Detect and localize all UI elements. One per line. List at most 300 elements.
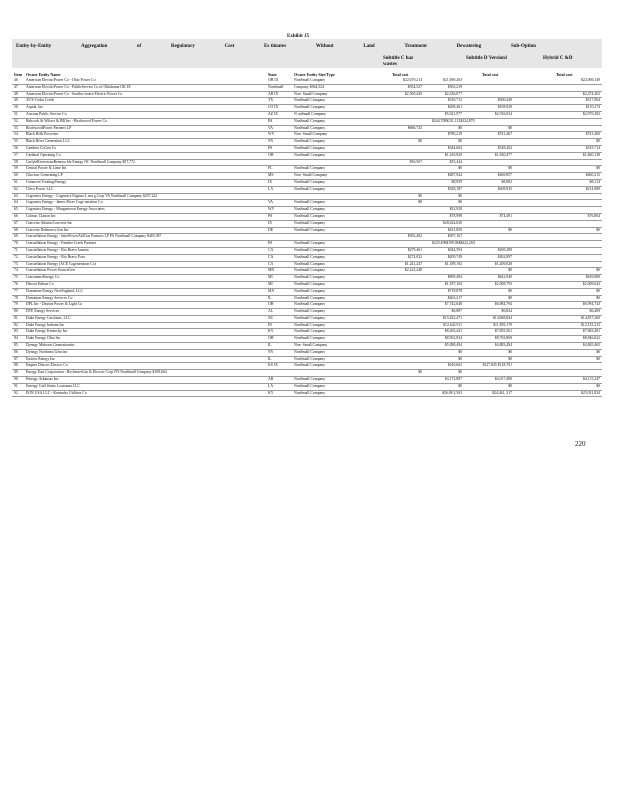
item-number: 57 — [14, 152, 18, 157]
table-row — [12, 139, 602, 146]
item-number: 49 — [14, 98, 18, 103]
owner-type: NonSmall Company — [294, 363, 326, 368]
owner-type: Company $564,524 — [294, 84, 324, 89]
table-row — [12, 323, 602, 330]
cost-value: $8,959 — [451, 179, 462, 184]
state: PA — [268, 118, 273, 123]
owner-type: NonSmall Company — [294, 315, 326, 320]
entity-name: Babcock & Wilcox & BB Inc - Birchwood Power Co — [26, 118, 107, 123]
state: PA — [268, 213, 273, 218]
entity-name: Cardinal Operating Co — [26, 152, 61, 157]
state: KY — [268, 329, 274, 334]
entity-name: Cambria CoGen Co — [26, 145, 57, 150]
item-number: 73 — [14, 261, 18, 266]
cost-value: $344,594 — [447, 247, 462, 252]
state: OH — [268, 302, 274, 307]
owner-type: NonSmall Company — [294, 309, 326, 314]
col-owner-type: Owner Entity Size/Type — [294, 72, 335, 77]
cost-value: $15,622,471 — [443, 315, 462, 320]
state: IL — [268, 356, 272, 361]
col-state: State — [268, 72, 277, 77]
owner-type: NonSmall Company — [294, 227, 326, 232]
cost-value: $0 — [596, 349, 600, 354]
state: KS IX — [268, 363, 278, 368]
page-number: 220 — [575, 440, 586, 448]
cost-value: $21,699,263 — [443, 78, 462, 82]
cost-value: $5,088,494 — [444, 343, 462, 348]
item-number: 58 — [14, 159, 18, 164]
cost-value: $78,998 — [449, 213, 462, 218]
cost-value: $0 — [508, 288, 512, 293]
state: CA — [268, 254, 274, 259]
cost-value: $0 — [596, 268, 600, 273]
item-number: 77 — [14, 288, 18, 293]
table-row — [12, 119, 602, 126]
entity-name: Black River Generation LLC — [26, 139, 71, 144]
owner-type: NonSmall Company — [294, 275, 326, 280]
cost-value: $1,660,138 — [582, 152, 600, 157]
table-row — [12, 126, 602, 133]
item-number: 78 — [14, 295, 18, 300]
cost-value: $6,824 — [501, 309, 512, 314]
state: LA — [268, 383, 274, 388]
cost-value: $24,461, 217 — [492, 390, 512, 395]
table-row — [12, 194, 602, 201]
item-number: 71 — [14, 247, 18, 252]
subtitle-d-header: Subtitle D Version1 — [466, 56, 508, 61]
owner-type: NonSmall Company — [294, 383, 326, 388]
state: TX — [268, 98, 274, 103]
item-number: 91 — [14, 383, 18, 388]
entity-name: Colmac Clarion Inc — [26, 213, 56, 218]
state: IL — [268, 295, 272, 300]
entity-name: Duke Energy Carolinas, LLC — [26, 315, 71, 320]
entity-name: Duke Energy Kentucky Inc — [26, 329, 68, 334]
cost-value: $28,424,020 — [443, 220, 462, 225]
item-number: 72 — [14, 254, 18, 259]
item-number: 56 — [14, 145, 18, 150]
entity-name: Cogentrix Energy - Morgantown Energy Associates — [26, 207, 105, 212]
table-row — [12, 207, 602, 214]
cost-value: $110,274 — [585, 105, 600, 110]
entity-name: Entergy Gulf States Louisiana LLC — [26, 383, 80, 388]
owner-type: NonSmall Company — [294, 139, 326, 144]
owner-type: NonSmall Company — [294, 241, 326, 246]
item-number: 74 — [14, 268, 18, 273]
entity-name: Energy East Corporation - RochesterGas & Electric Corp NY NonSmall Company $108,664 — [26, 370, 167, 375]
cost-value: $6,884,794 — [494, 302, 512, 307]
owner-type: NonSmall Company — [294, 329, 326, 334]
state: PA — [268, 145, 273, 150]
item-number: 53 — [14, 125, 18, 130]
cost-value: $622,940 — [497, 275, 512, 280]
cost-value: $554,527 — [407, 84, 422, 89]
hybrid-header: Hybrid C &D — [543, 56, 573, 61]
table-row — [12, 234, 602, 241]
state: AL — [268, 309, 274, 314]
entity-name: Concetto Delmarva Gen Inc — [26, 227, 69, 232]
item-number: 86 — [14, 349, 18, 354]
title-word: Without — [315, 44, 334, 49]
state: DE — [268, 227, 274, 232]
item-number: 76 — [14, 281, 18, 286]
entity-name: CarlyleRiverstoneRenewa ble Energy NC NonSmall Company $57,772 — [26, 159, 135, 164]
title-word: Cost — [224, 44, 235, 49]
cost-value: $1,650,477 — [494, 152, 512, 157]
owner-type: NonSmall Company — [294, 125, 326, 130]
item-number: 68 — [14, 227, 18, 232]
state: LA — [268, 186, 274, 191]
cost-value: $2,009,643 — [582, 281, 600, 286]
table-row — [12, 214, 602, 221]
cost-value: $780,219 — [447, 132, 462, 137]
table-row — [12, 173, 602, 180]
cost-value: $0 — [596, 139, 600, 144]
table-row — [12, 391, 602, 398]
state: NY — [268, 349, 274, 354]
title-word: Treatment — [404, 44, 427, 49]
cost-value: $460,215 — [585, 173, 600, 178]
entity-name: DPL Inc - Dayton Power & Light Co — [26, 302, 83, 307]
table-row — [12, 343, 602, 350]
cost-value: $8,265,441 — [444, 329, 462, 334]
cost-value: $1,241,247 — [404, 261, 422, 266]
state: WV — [268, 207, 275, 212]
cost-value: $421,850 — [447, 227, 462, 232]
table-row — [12, 377, 602, 384]
cost-value: $6,409 — [589, 309, 600, 314]
entity-name: ConsumersEnergy Co — [26, 275, 60, 280]
cost-value: $0 — [418, 370, 422, 375]
col-total-2: Total cost — [482, 72, 499, 77]
item-number: 65 — [14, 207, 18, 212]
cost-value: $108,929 — [497, 105, 512, 110]
owner-type: NonSmall Company — [294, 98, 326, 103]
state: MI — [268, 281, 273, 286]
entity-name: Dominion Energy Services Co — [26, 295, 73, 300]
cost-value: $25,021,834 — [581, 390, 600, 395]
cost-value: $14,857,260 — [581, 315, 600, 320]
cost-value: $2,500,420 — [404, 91, 422, 96]
cost-value: $517,904 — [585, 98, 600, 103]
cost-value: $392,402 — [407, 234, 422, 239]
cost-value: $0 — [508, 125, 512, 130]
cost-value: $7,963,481 — [582, 329, 600, 334]
cost-value: $12,642,911 — [443, 322, 462, 327]
owner-type: N onSmall Company — [294, 111, 327, 116]
cost-value: $0 — [596, 288, 600, 293]
entity-name: Entergy Arkansas Inc — [26, 377, 59, 382]
cost-value: $0 — [458, 139, 462, 144]
cost-value: $0 — [458, 383, 462, 388]
cost-value: $0 — [458, 193, 462, 198]
item-number: 82 — [14, 322, 18, 327]
cost-value: $0 — [596, 166, 600, 171]
state: IN — [268, 322, 273, 327]
owner-type: NonSmall Company — [294, 105, 326, 110]
table-row — [12, 228, 602, 235]
state: CA — [268, 261, 274, 266]
cost-value: $741,460 — [585, 132, 600, 137]
cost-value: $565,219 — [447, 84, 462, 89]
table-row — [12, 78, 602, 85]
owner-type: Non- Small Company — [294, 173, 328, 178]
state: NY — [268, 139, 274, 144]
cost-value: $510,712 — [447, 98, 462, 103]
owner-type: NonSmall Company — [294, 254, 326, 259]
item-number: 70 — [14, 241, 18, 246]
title-word: of — [137, 44, 142, 49]
cost-value: $0 — [508, 227, 512, 232]
owner-type: NonSmall Company — [294, 288, 326, 293]
item-number: 84 — [14, 336, 18, 341]
item-number: 83 — [14, 329, 18, 334]
entity-name: American ElectricPower Co - PublicService Co of Oklahoma OK IX — [26, 84, 131, 89]
cost-value: $8,882 — [501, 179, 512, 184]
state: MA — [268, 288, 275, 293]
entity-name: Central Power & Lime Inc — [26, 166, 67, 171]
table-row — [12, 132, 602, 139]
item-number: 92 — [14, 390, 18, 395]
entity-name: Duke Energy Indiana Inc — [26, 322, 65, 327]
cost-value: $14,668,844 — [493, 315, 512, 320]
subheader-band — [12, 56, 602, 68]
entity-name: American ElectricPower Co - Ohio Power Co — [26, 78, 96, 82]
cost-value: $4,172,887 — [444, 377, 462, 382]
entity-name: Detroit Edison Co — [26, 281, 54, 286]
entity-name: Constellation Energy - InterPowerAhlCon Partners LP PA NonSmall Company $465,387 — [26, 234, 162, 239]
owner-type: NonSmall Company — [294, 213, 326, 218]
cost-value: $2,008,793 — [494, 281, 512, 286]
cost-value: $333,714 — [585, 145, 600, 150]
cost-value: $0 — [508, 166, 512, 171]
owner-type: NonSmall Company — [294, 336, 326, 341]
cost-value: $500,449 — [497, 98, 512, 103]
subtitle-c-header: Subtitle C haz — [383, 56, 414, 61]
item-number: 61 — [14, 179, 18, 184]
cost-value: $4,865,465 — [582, 343, 600, 348]
owner-type: Non- Small Company — [294, 91, 328, 96]
table-row — [12, 275, 602, 282]
cost-value: $487,944 — [447, 173, 462, 178]
cost-value: $741,467 — [497, 132, 512, 137]
state: AR IX — [268, 91, 279, 96]
table-row — [12, 153, 602, 160]
owner-type: NonSmall Company — [294, 247, 326, 252]
cost-value: $22,069,149 — [581, 78, 600, 82]
cost-value: $26,08 2,563 — [442, 390, 462, 395]
entity-name: Aquila, Inc — [26, 105, 44, 110]
state: FL — [268, 166, 273, 171]
cost-value: $2,916,034 — [494, 111, 512, 116]
owner-type: NonSmall Company — [294, 200, 326, 205]
entity-name: AVX-Cedar Creek — [26, 98, 55, 103]
owner-type: NonSmall Company — [294, 152, 326, 157]
cost-value: $1,209,028 — [494, 261, 512, 266]
cost-value: $0 — [508, 268, 512, 273]
table-row — [12, 180, 602, 187]
cost-value: $208,461 — [447, 105, 462, 110]
owner-type: NonSmall Company — [294, 295, 326, 300]
state: CA — [268, 247, 274, 252]
item-number: 80 — [14, 309, 18, 314]
cost-value: $0 — [596, 227, 600, 232]
table-row — [12, 166, 602, 173]
state: AZ IX — [268, 111, 279, 116]
item-number: 66 — [14, 213, 18, 218]
state: IX — [268, 179, 273, 184]
state: AR — [268, 377, 274, 382]
cost-value: $0 — [458, 125, 462, 130]
item-number: 54 — [14, 132, 18, 137]
cost-value: $0 — [418, 193, 422, 198]
cost-value: $469,857 — [497, 173, 512, 178]
cost-value: $0 — [458, 356, 462, 361]
cost-value: $74,491 — [499, 213, 512, 218]
table-row — [12, 85, 602, 92]
item-number: 62 — [14, 186, 18, 191]
item-number: 51 — [14, 111, 18, 116]
cost-value: $56,567 — [409, 159, 422, 164]
col-total-1: Total cost — [392, 72, 409, 77]
cost-value: $4,115,247 — [583, 377, 600, 382]
cost-value: $127,845 $128,781 — [482, 363, 512, 368]
item-number: 50 — [14, 105, 18, 110]
title-word: Entity-by-Entity — [16, 44, 52, 49]
cost-value: $225,498$199,96$$222,204 — [432, 241, 475, 246]
entity-name: Eastern Energy Inc — [26, 356, 56, 361]
cost-value: $0 — [508, 349, 512, 354]
cost-value: $328,452 — [497, 145, 512, 150]
owner-type: NonSmall Company — [294, 302, 326, 307]
item-number: 87 — [14, 356, 18, 361]
owner-type: NonSmall Company — [294, 349, 326, 354]
entity-name: Dynegy Northeast Gencinc — [26, 349, 68, 354]
title-word: Aggregation — [81, 44, 108, 49]
cost-value: $7,742,648 — [444, 302, 462, 307]
table-row — [12, 248, 602, 255]
item-number: 67 — [14, 220, 18, 225]
cost-value: $0 — [596, 383, 600, 388]
entity-name: Constellation Energy (ACE Cogeneration Co) — [26, 261, 96, 266]
cost-value: $262,897 — [497, 254, 512, 259]
table-row — [12, 221, 602, 228]
entity-name: Duke Energy Ohio Inc — [26, 336, 61, 341]
cost-value: $140,662 — [447, 363, 462, 368]
state: OH — [268, 152, 274, 157]
table-row — [12, 187, 602, 194]
cost-value: $6,887 — [451, 309, 462, 314]
cost-value: $328,187 — [447, 186, 462, 191]
col-total-3: Total cost — [556, 72, 573, 77]
cost-value: $76,804 — [587, 213, 600, 218]
cost-value: $8,952,834 — [444, 336, 462, 341]
cost-value: $2,222,248 — [404, 268, 422, 273]
table-row — [12, 146, 602, 153]
cost-value: $208,935 — [497, 186, 512, 191]
data-table — [12, 78, 602, 397]
state: OH — [268, 336, 274, 341]
owner-type: NonSmall Company — [294, 322, 326, 327]
cost-value: $4,883,494 — [494, 343, 512, 348]
state: IL — [268, 343, 272, 348]
state: MS — [268, 173, 274, 178]
subtitle-c-wastes: wastes — [383, 62, 397, 67]
state: KY — [268, 390, 274, 395]
entity-name: Empire District Electric Co — [26, 363, 68, 368]
owner-type: NonSmall Company — [294, 281, 326, 286]
item-number: 85 — [14, 343, 18, 348]
cost-value: $0 — [418, 139, 422, 144]
item-number: 60 — [14, 173, 18, 178]
cost-value: $8,214 — [589, 179, 600, 184]
table-title — [16, 44, 536, 49]
item-number: 52 — [14, 118, 18, 123]
owner-type: NonSmall Company — [294, 145, 326, 150]
owner-type: NonSmall Company — [294, 179, 326, 184]
state: WY — [268, 132, 275, 137]
table-row — [12, 316, 602, 323]
item-number: 46 — [14, 78, 18, 82]
table-row — [12, 350, 602, 357]
item-number: 88 — [14, 363, 18, 368]
cost-value: $5,021,977 — [444, 111, 462, 116]
owner-type: Non- Small Company — [294, 132, 328, 137]
title-word: Land — [363, 44, 375, 49]
cost-value: $666,743 — [407, 125, 422, 130]
entity-name: Constellation Energy - Panther Creek Partners — [26, 241, 97, 246]
cost-value: $32,928 — [449, 207, 462, 212]
cost-value: $2,474,402 — [582, 91, 600, 96]
entity-name: Cleco Power LLC — [26, 186, 54, 191]
cost-value: $699,484 — [447, 275, 462, 280]
col-owner: Owner Entity Name — [26, 72, 61, 77]
entity-name: Dynegy Midwest Generationinc — [26, 343, 75, 348]
cost-value: $55,444 — [449, 159, 462, 164]
state: PA — [268, 241, 273, 246]
item-number: 89 — [14, 370, 18, 375]
title-word: Dewatering — [456, 44, 482, 49]
entity-name: Constellation Energy - Rio Bravo Jasmin — [26, 247, 89, 252]
col-item: Item — [14, 72, 22, 77]
item-number: 63 — [14, 193, 18, 198]
cost-value: $719,878 — [447, 288, 462, 293]
cost-value: $8,763,869 — [494, 336, 512, 341]
owner-type: NonSmall Company — [294, 166, 326, 171]
state: VA — [268, 125, 273, 130]
table-row — [12, 357, 602, 364]
cost-value: $0 — [596, 295, 600, 300]
cost-value: $1,410,820 — [444, 152, 462, 157]
entity-name: Arizona Public Service Co — [26, 111, 67, 116]
owner-type: NonSmall Company — [294, 268, 326, 273]
cost-value: $463,217 — [447, 295, 462, 300]
table-row — [12, 200, 602, 207]
owner-type: NonSmall Company — [294, 390, 326, 395]
table-row — [12, 296, 602, 303]
cost-value: $0 — [596, 356, 600, 361]
cost-value: $397,167 — [447, 234, 462, 239]
item-number: 79 — [14, 302, 18, 307]
table-row — [12, 384, 602, 391]
owner-type: NonSmall Company — [294, 220, 326, 225]
entity-name: BirchwoodPower Partners LP — [26, 125, 72, 130]
state: MD — [268, 268, 275, 273]
title-word: Regulatory — [170, 44, 195, 49]
cost-value: $8,846,622 — [582, 336, 600, 341]
state: MI — [268, 275, 273, 280]
cost-value: $0 — [508, 383, 512, 388]
